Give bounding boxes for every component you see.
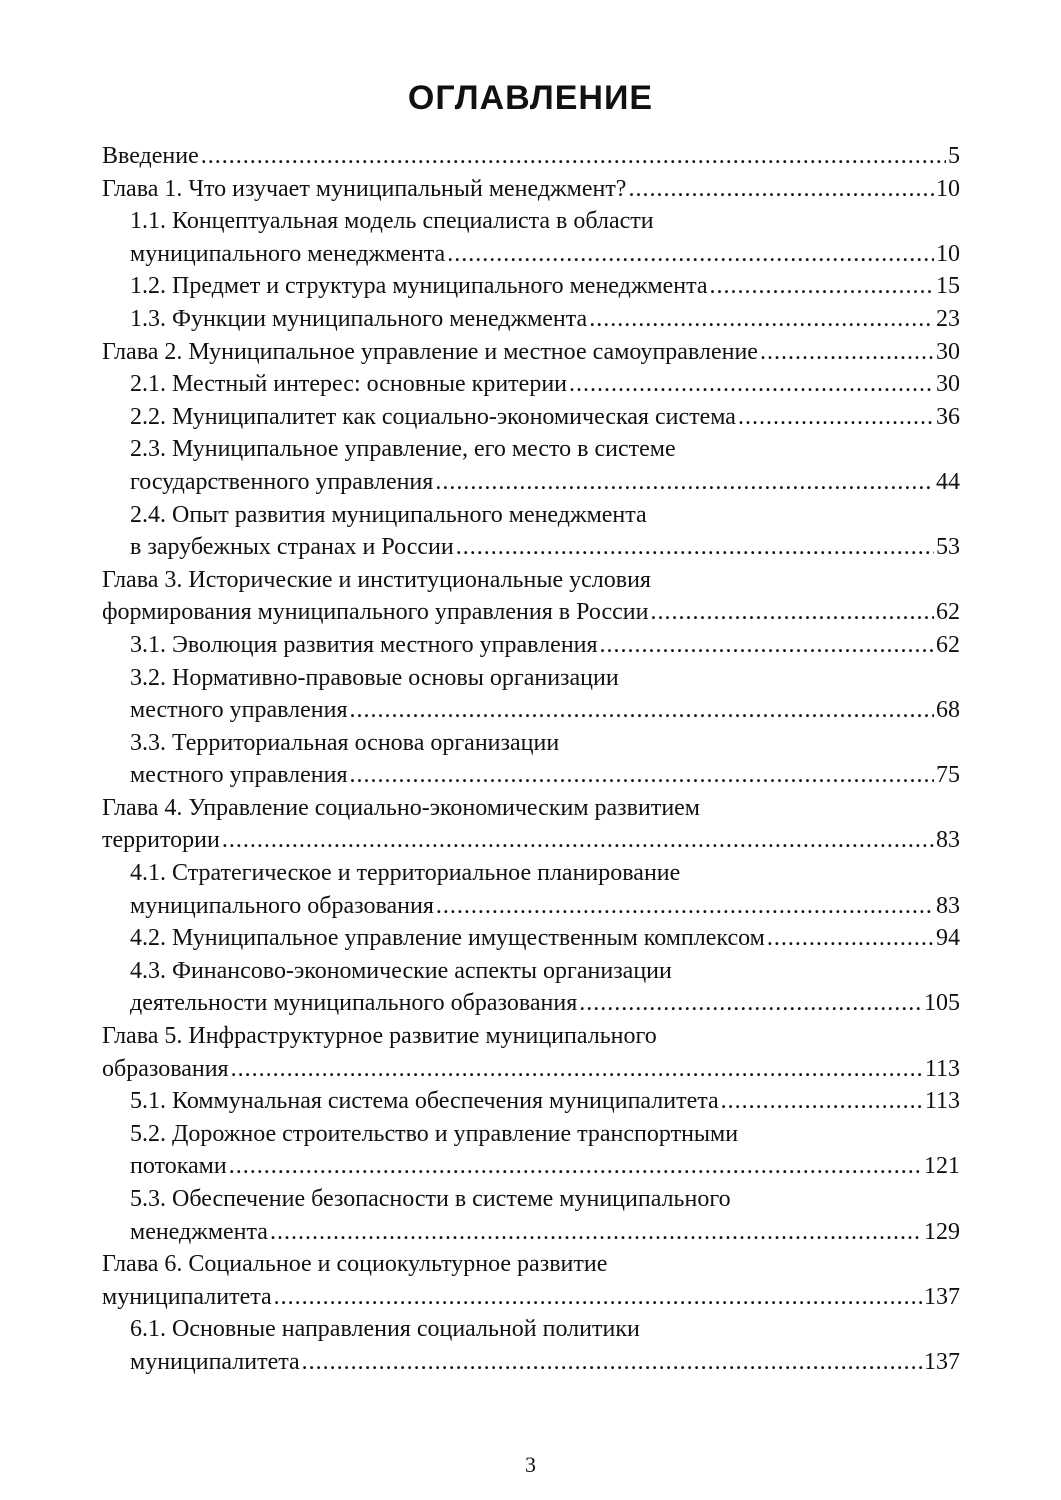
toc-section-entry[interactable] [102, 1085, 960, 1118]
dot-leader [650, 596, 934, 629]
dot-leader [589, 303, 934, 336]
toc-section-entry[interactable] [102, 401, 960, 434]
toc-entry-title-line: 6.1. Основные направления социальной политики [130, 1316, 640, 1343]
toc-section-entry[interactable] [102, 270, 960, 303]
toc-entry-line [130, 401, 960, 434]
dot-leader [579, 987, 922, 1020]
toc-entry-page: 30 [936, 338, 960, 365]
toc-section-entry[interactable] [102, 955, 960, 1020]
toc-entry-page: 113 [924, 1055, 960, 1082]
toc-entry-title: муниципального менеджмента [130, 240, 446, 267]
toc-entry-title: местного управления [130, 697, 348, 724]
toc-entry-title-line: 4.1. Стратегическое и территориальное планирование [130, 860, 681, 887]
toc-chapter-entry[interactable] [102, 564, 960, 629]
toc-entry-page: 129 [924, 1218, 960, 1245]
toc-entry-page: 23 [936, 305, 960, 332]
toc-entry-line [102, 140, 960, 173]
dot-leader [350, 694, 934, 727]
toc-entry-line [130, 238, 960, 271]
toc-entry-title-line: Глава 5. Инфраструктурное развитие муниципального [102, 1023, 657, 1050]
toc-entry-line [130, 987, 960, 1020]
toc-entry-title: Глава 1. Что изучает муниципальный менеджмент? [102, 175, 627, 202]
toc-entry-page: 44 [936, 468, 960, 495]
toc-section-entry[interactable] [102, 205, 960, 270]
dot-leader [767, 922, 934, 955]
toc-entry-title-line: 4.3. Финансово-экономические аспекты организации [130, 957, 672, 984]
toc-entry-line [130, 922, 960, 955]
toc-section-entry[interactable] [102, 499, 960, 564]
toc-section-entry[interactable] [102, 922, 960, 955]
dot-leader [436, 890, 934, 923]
toc-section-entry[interactable] [102, 1313, 960, 1378]
toc-entry-title: образования [102, 1055, 229, 1082]
toc-entry-line [130, 368, 960, 401]
table-of-contents [102, 140, 960, 1379]
toc-entry-line [102, 1281, 960, 1314]
toc-entry-page: 105 [924, 990, 960, 1017]
toc-entry-title: территории [102, 827, 220, 854]
toc-entry-page: 5 [948, 143, 960, 169]
page-number: 3 [525, 1452, 536, 1477]
toc-entry-page: 75 [936, 762, 960, 789]
toc-entry-title: в зарубежных странах и России [130, 534, 454, 561]
toc-entry-line [130, 629, 960, 662]
toc-entry-title: 1.3. Функции муниципального менеджмента [130, 305, 588, 332]
toc-entry-line [130, 466, 960, 499]
toc-section-entry[interactable] [102, 368, 960, 401]
toc-section-entry[interactable] [102, 1183, 960, 1248]
toc-chapter-entry[interactable] [102, 140, 960, 173]
toc-entry-page: 94 [936, 925, 960, 952]
toc-entry-line [130, 1085, 960, 1118]
toc-entry-title: 2.2. Муниципалитет как социально-экономическая система [130, 403, 736, 430]
toc-entry-line [130, 531, 960, 564]
dot-leader [628, 173, 934, 206]
dot-leader [456, 531, 934, 564]
toc-entry-title: 3.1. Эволюция развития местного управления [130, 631, 598, 658]
toc-entry-title: местного управления [130, 762, 348, 789]
dot-leader [350, 759, 934, 792]
toc-entry-title: формирования муниципального управления в России [102, 599, 649, 626]
toc-entry-page: 121 [924, 1153, 960, 1180]
toc-entry-title: муниципального образования [130, 892, 434, 919]
toc-entry-page: 83 [936, 892, 960, 919]
toc-section-entry[interactable] [102, 629, 960, 662]
dot-leader [270, 1216, 922, 1249]
dot-leader [201, 140, 946, 173]
toc-entry-page: 10 [936, 240, 960, 267]
toc-section-entry[interactable] [102, 303, 960, 336]
toc-entry-title-line: 2.4. Опыт развития муниципального менеджмента [130, 501, 647, 528]
toc-entry-title: деятельности муниципального образования [130, 990, 578, 1017]
toc-entry-page: 137 [924, 1283, 960, 1310]
dot-leader [274, 1281, 922, 1314]
dot-leader [435, 466, 934, 499]
toc-entry-page: 68 [936, 697, 960, 724]
page-title: ОГЛАВЛЕНИЕ [407, 79, 654, 117]
toc-entry-title: 4.2. Муниципальное управление имущественным комплексом [130, 925, 765, 952]
toc-entry-title: муниципалитета [102, 1283, 272, 1310]
toc-entry-line [130, 759, 960, 792]
dot-leader [447, 238, 934, 271]
toc-entry-title: 5.1. Коммунальная система обеспечения муниципалитета [130, 1088, 719, 1115]
toc-entry-line [102, 336, 960, 369]
dot-leader [229, 1150, 922, 1183]
toc-entry-line [130, 303, 960, 336]
toc-entry-title-line: Глава 3. Исторические и институциональные условия [102, 566, 651, 593]
toc-entry-line [130, 270, 960, 303]
toc-entry-line [102, 824, 960, 857]
toc-entry-title: 2.1. Местный интерес: основные критерии [130, 371, 568, 398]
toc-entry-title-line: Глава 6. Социальное и социокультурное развитие [102, 1251, 608, 1278]
toc-entry-title-line: 3.3. Территориальная основа организации [130, 729, 560, 756]
toc-entry-page: 30 [936, 371, 960, 398]
toc-entry-title: потоками [130, 1153, 227, 1180]
dot-leader [710, 270, 934, 303]
dot-leader [721, 1085, 923, 1118]
toc-section-entry[interactable] [102, 727, 960, 792]
toc-section-entry[interactable] [102, 433, 960, 498]
dot-leader [222, 824, 934, 857]
dot-leader [760, 336, 934, 369]
toc-entry-title: Глава 2. Муниципальное управление и местное самоуправление [102, 338, 758, 365]
toc-entry-line [102, 596, 960, 629]
toc-entry-title: муниципалитета [130, 1348, 300, 1375]
toc-entry-line [102, 173, 960, 206]
toc-section-entry[interactable] [102, 662, 960, 727]
toc-entry-page: 62 [936, 631, 960, 658]
toc-entry-title: государственного управления [130, 468, 434, 495]
toc-entry-title-line: 1.1. Концептуальная модель специалиста в области [130, 208, 654, 235]
toc-chapter-entry[interactable] [102, 1248, 960, 1313]
toc-chapter-entry[interactable] [102, 336, 960, 369]
dot-leader [569, 368, 934, 401]
toc-section-entry[interactable] [102, 1118, 960, 1183]
toc-chapter-entry[interactable] [102, 1020, 960, 1085]
toc-entry-page: 36 [936, 403, 960, 430]
toc-entry-title: 1.2. Предмет и структура муниципального менеджмента [130, 273, 708, 300]
toc-entry-line [102, 1053, 960, 1086]
toc-entry-title-line: Глава 4. Управление социально-экономическим развитием [102, 794, 700, 821]
toc-entry-page: 15 [936, 273, 960, 300]
toc-entry-page: 53 [936, 534, 960, 561]
toc-entry-page: 137 [924, 1348, 960, 1375]
toc-chapter-entry[interactable] [102, 173, 960, 206]
toc-entry-line [130, 890, 960, 923]
toc-entry-page: 62 [936, 599, 960, 626]
dot-leader [302, 1346, 922, 1379]
toc-entry-title-line: 2.3. Муниципальное управление, его место в системе [130, 436, 676, 463]
toc-entry-page: 10 [936, 175, 960, 202]
toc-entry-title-line: 3.2. Нормативно-правовые основы организации [130, 664, 619, 691]
toc-section-entry[interactable] [102, 857, 960, 922]
dot-leader [231, 1053, 923, 1086]
dot-leader [738, 401, 934, 434]
toc-entry-page: 113 [924, 1088, 960, 1115]
toc-entry-line [130, 1346, 960, 1379]
toc-entry-line [130, 1216, 960, 1249]
toc-entry-line [130, 1150, 960, 1183]
toc-entry-line [130, 694, 960, 727]
toc-entry-title-line: 5.3. Обеспечение безопасности в системе муниципального [130, 1186, 731, 1212]
toc-entry-title: Введение [102, 143, 199, 169]
toc-chapter-entry[interactable] [102, 792, 960, 857]
toc-entry-title: менеджмента [130, 1218, 268, 1245]
toc-entry-title-line: 5.2. Дорожное строительство и управление транспортными [130, 1120, 739, 1147]
dot-leader [600, 629, 934, 662]
toc-entry-page: 83 [936, 827, 960, 854]
